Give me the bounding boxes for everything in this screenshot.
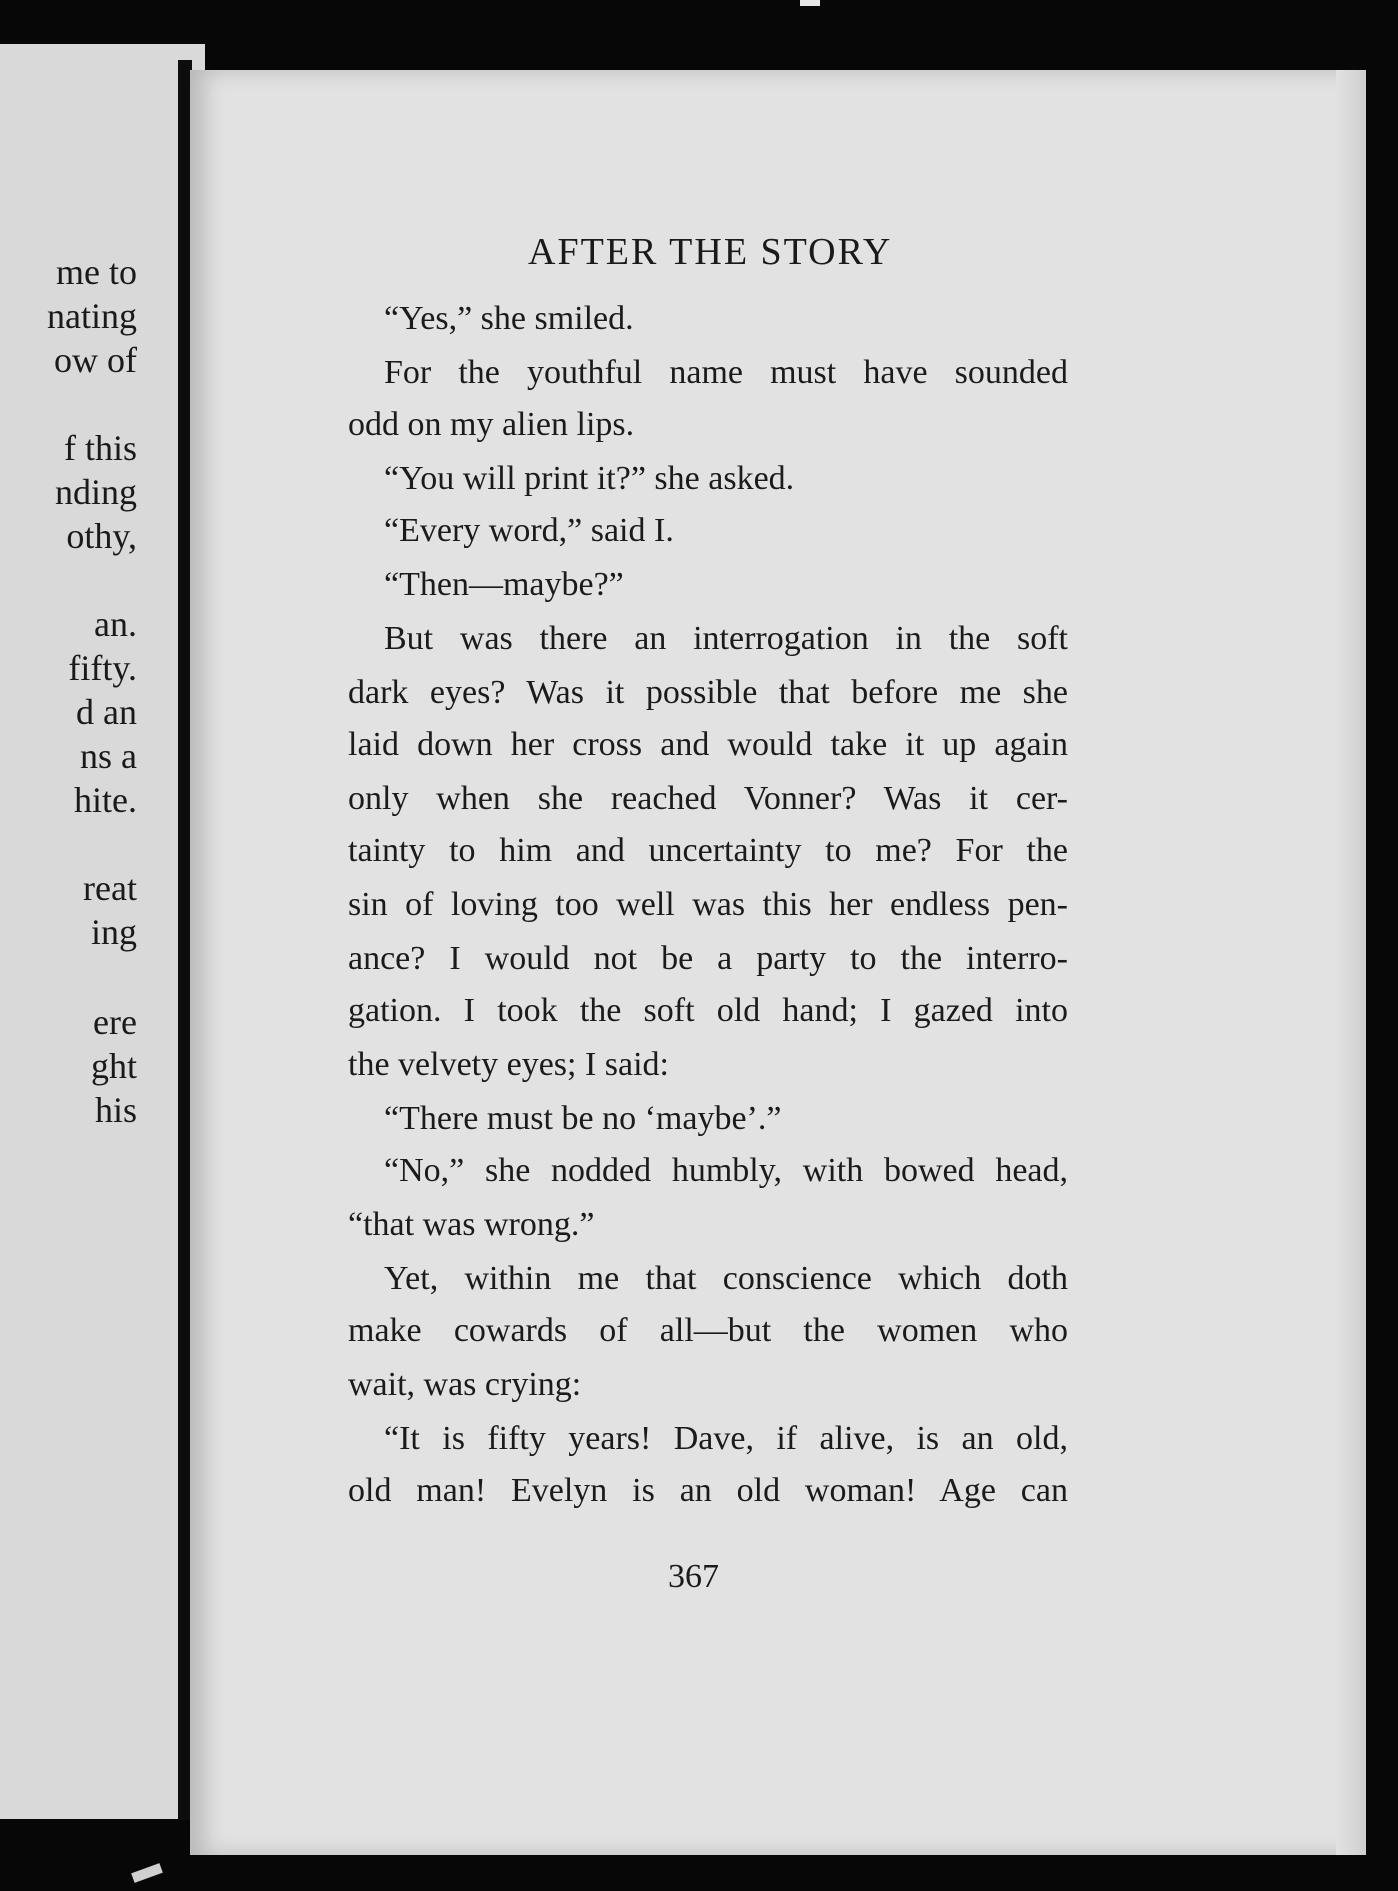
left-page-line: his bbox=[94, 1090, 137, 1130]
text-line: sin of loving too well was this her endless pen- bbox=[348, 886, 1068, 923]
scan-mark bbox=[131, 1863, 163, 1883]
text-line: “It is fifty years! Dave, if alive, is an old, bbox=[384, 1420, 1068, 1457]
left-page-line: f this bbox=[63, 428, 137, 468]
left-page-line: ow of bbox=[54, 340, 137, 380]
text-line: laid down her cross and would take it up again bbox=[348, 726, 1068, 763]
text-line: make cowards of all—but the women who bbox=[348, 1312, 1068, 1349]
text-line: “You will print it?” she asked. bbox=[384, 460, 795, 497]
left-page-line: nding bbox=[54, 472, 137, 512]
text-line: ance? I would not be a party to the interro- bbox=[348, 940, 1068, 977]
text-line: “that was wrong.” bbox=[348, 1206, 595, 1243]
left-page-line: othy, bbox=[66, 516, 137, 556]
left-page-line: fifty. bbox=[68, 648, 137, 688]
left-page-line: ere bbox=[93, 1002, 137, 1042]
text-line: dark eyes? Was it possible that before me she bbox=[348, 674, 1068, 711]
text-line: “Yes,” she smiled. bbox=[384, 300, 634, 337]
text-line: For the youthful name must have sounded bbox=[384, 354, 1068, 391]
text-line: gation. I took the soft old hand; I gazed into bbox=[348, 992, 1068, 1029]
scan-mark bbox=[800, 0, 820, 6]
text-line: “There must be no ‘maybe’.” bbox=[384, 1100, 782, 1137]
left-page-line: reat bbox=[83, 868, 137, 908]
text-line: the velvety eyes; I said: bbox=[348, 1046, 670, 1083]
left-page-line: me to bbox=[56, 252, 137, 292]
text-line: “Then—maybe?” bbox=[384, 566, 624, 603]
running-head: AFTER THE STORY bbox=[528, 231, 893, 273]
page-edge-shadow bbox=[1336, 70, 1366, 1855]
left-page-fragment bbox=[0, 44, 205, 1819]
page-number: 367 bbox=[668, 1558, 719, 1595]
left-page-line: nating bbox=[47, 296, 137, 336]
text-line: Yet, within me that conscience which doth bbox=[384, 1260, 1068, 1297]
text-line: “No,” she nodded humbly, with bowed head, bbox=[384, 1152, 1068, 1189]
left-page-line: ght bbox=[90, 1046, 137, 1086]
left-page-line: an. bbox=[94, 604, 137, 644]
text-line: only when she reached Vonner? Was it cer- bbox=[348, 780, 1068, 817]
book-page bbox=[190, 70, 1366, 1855]
left-page-line: ns a bbox=[80, 736, 137, 776]
text-line: But was there an interrogation in the soft bbox=[384, 620, 1068, 657]
text-line: tainty to him and uncertainty to me? For the bbox=[348, 832, 1068, 869]
text-line: “Every word,” said I. bbox=[384, 512, 674, 549]
text-line: old man! Evelyn is an old woman! Age can bbox=[348, 1472, 1068, 1509]
text-line: wait, was crying: bbox=[348, 1366, 582, 1403]
left-page-line: d an bbox=[76, 692, 137, 732]
left-page-line: ing bbox=[90, 912, 137, 952]
text-line: odd on my alien lips. bbox=[348, 406, 635, 443]
left-page-line: hite. bbox=[74, 780, 137, 820]
